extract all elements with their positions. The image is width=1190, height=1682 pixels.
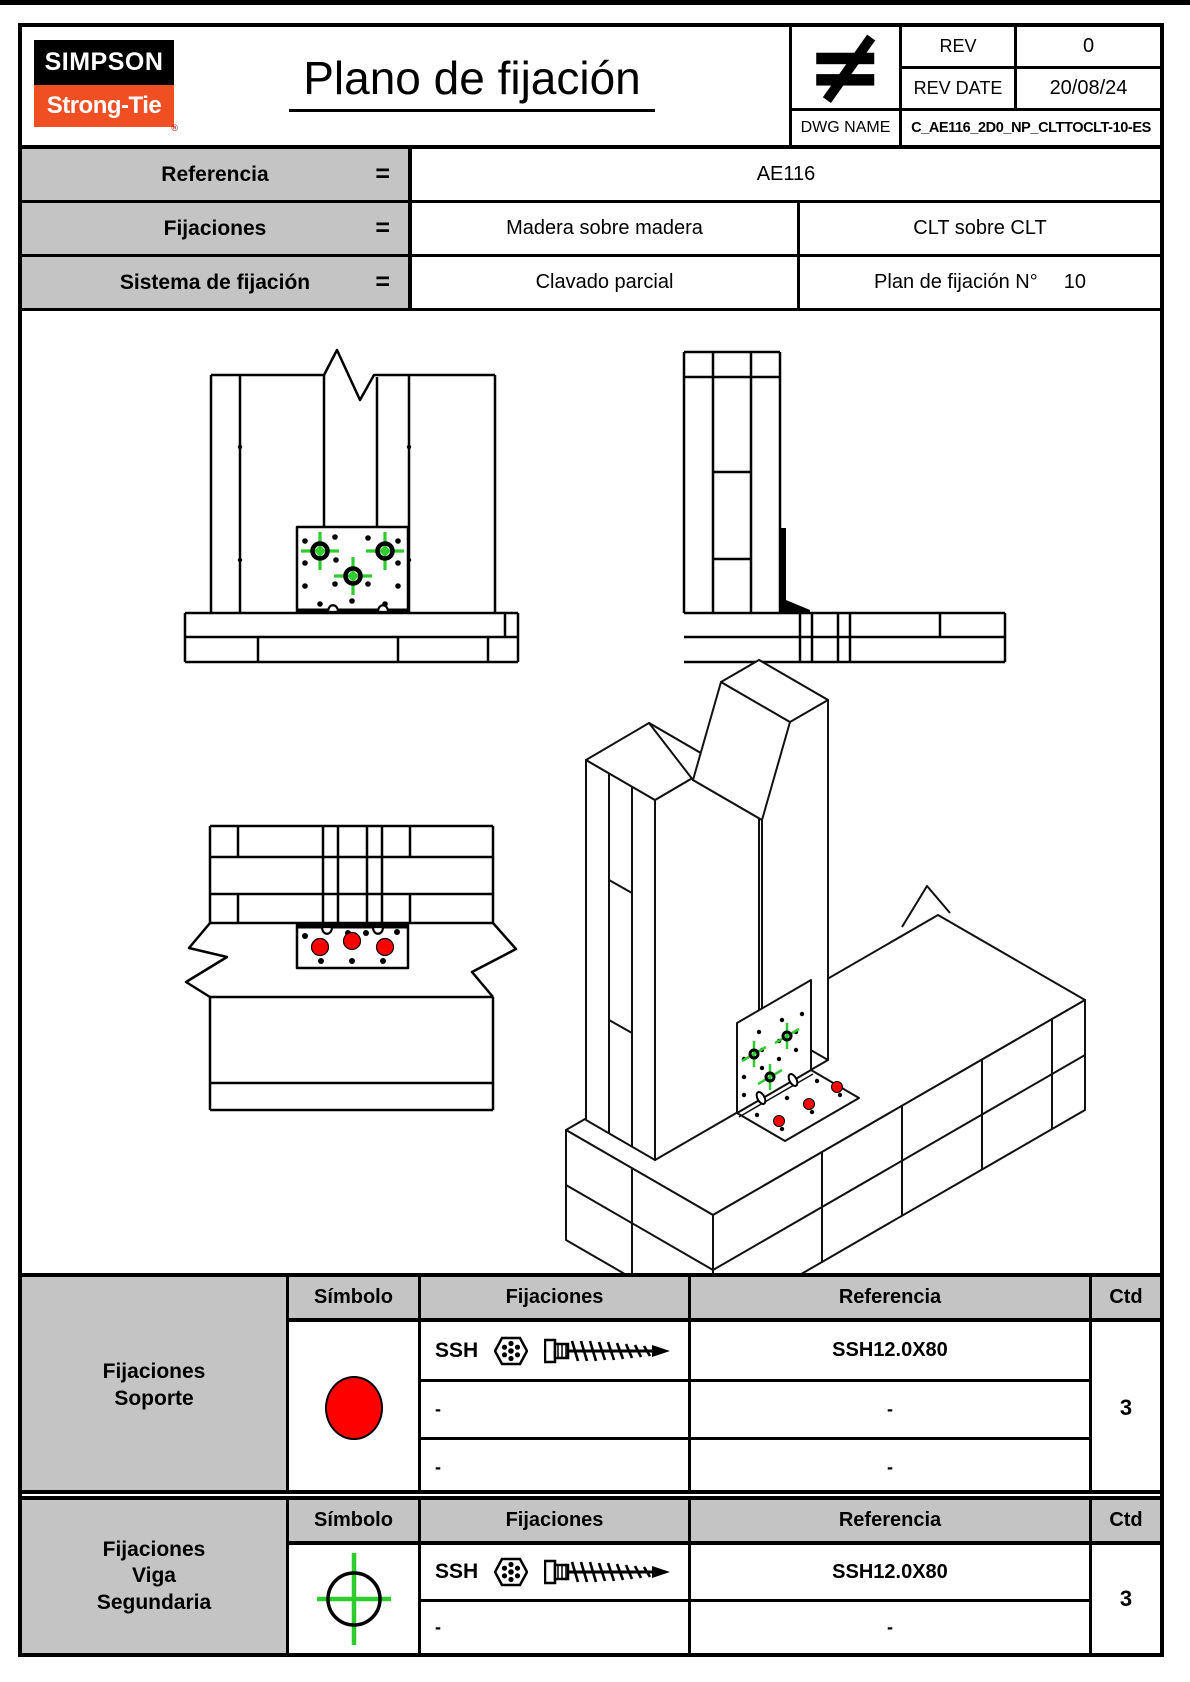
- fixing-label: SSH: [435, 1338, 479, 1362]
- equals-sign: =: [375, 160, 390, 188]
- fijaciones-value-right: CLT sobre CLT: [797, 203, 1160, 254]
- secondary-beam-fixings-table: [22, 1500, 1160, 1653]
- rev-date-value: 20/08/24: [1017, 69, 1160, 111]
- group-label-line: Soporte: [114, 1386, 194, 1410]
- simpson-strongtie-logo: [34, 40, 178, 133]
- equals-sign: =: [375, 214, 390, 242]
- sistema-value-left: Clavado parcial: [535, 271, 674, 293]
- info-row-fijaciones: [22, 203, 1160, 257]
- info-row-referencia: [22, 149, 1160, 203]
- front-view-nail-plate: [297, 527, 408, 612]
- fixing-row-empty: -: [418, 1379, 688, 1437]
- rev-label: REV: [902, 27, 1017, 69]
- col-header-simbolo: Símbolo: [286, 1277, 418, 1322]
- red-circle-support-fixing-icon: [286, 1322, 418, 1494]
- rev-value: 0: [1017, 27, 1160, 69]
- fixing-row: [418, 1545, 688, 1599]
- fixing-row-empty: -: [418, 1437, 688, 1494]
- hex-washer-head-icon: [494, 1555, 528, 1589]
- referencia-label: Referencia: [161, 162, 269, 186]
- fixing-reference: SSH12.0X80: [688, 1545, 1089, 1599]
- info-row-sistema: [22, 257, 1160, 311]
- screw-side-icon: [544, 1334, 672, 1368]
- plan-fijacion-number: 10: [1063, 271, 1086, 293]
- group-label-line: Segundaria: [96, 1590, 212, 1614]
- col-header-ctd: Ctd: [1089, 1277, 1160, 1322]
- fixing-reference-empty: -: [688, 1379, 1089, 1437]
- fixing-reference: SSH12.0X80: [688, 1322, 1089, 1379]
- not-equal-icon: [792, 27, 902, 111]
- drawing-area: [22, 311, 1160, 1273]
- quantity-value: 3: [1089, 1322, 1160, 1494]
- page-top-border: [0, 0, 1190, 5]
- fixing-row: [418, 1322, 688, 1379]
- revision-block: [789, 27, 1160, 145]
- support-fixings-table: [22, 1273, 1160, 1494]
- plan-fijacion-label: Plan de fijación N°: [874, 271, 1038, 293]
- reference-info-table: [22, 149, 1160, 311]
- angle-bracket-profile: [781, 528, 810, 613]
- hex-washer-head-icon: [494, 1334, 528, 1368]
- fixing-reference-empty: -: [688, 1437, 1089, 1494]
- quantity-value: 3: [1089, 1545, 1160, 1653]
- group-label-line: Fijaciones: [102, 1538, 206, 1562]
- col-header-fijaciones: Fijaciones: [418, 1500, 688, 1545]
- front-view-drawing: [185, 350, 518, 662]
- rev-date-label: REV DATE: [902, 69, 1017, 111]
- col-header-referencia: Referencia: [688, 1500, 1089, 1545]
- col-header-ctd: Ctd: [1089, 1500, 1160, 1545]
- group-label-line: Viga: [132, 1564, 176, 1588]
- dwg-name-value: C_AE116_2D0_NP_CLTTOCLT-10-ES: [911, 120, 1151, 136]
- group-label-line: Fijaciones: [102, 1360, 206, 1384]
- green-crosshair-beam-fixing-icon: [286, 1545, 418, 1653]
- col-header-referencia: Referencia: [688, 1277, 1089, 1322]
- logo-strongtie: Strong-Tie: [34, 85, 174, 127]
- registered-trademark: ®: [171, 123, 178, 133]
- col-header-fijaciones: Fijaciones: [418, 1277, 688, 1322]
- equals-sign: =: [375, 268, 390, 296]
- plan-view-plate: [297, 925, 408, 968]
- technical-drawing-views: [22, 320, 1160, 1273]
- page-title: Plano de fijación: [289, 51, 655, 112]
- fijaciones-label: Fijaciones: [163, 216, 267, 240]
- fijaciones-value-left: Madera sobre madera: [506, 217, 703, 239]
- col-header-simbolo: Símbolo: [286, 1500, 418, 1545]
- side-view-drawing: [684, 352, 1005, 662]
- referencia-value: AE116: [756, 163, 816, 185]
- isometric-view-drawing: [566, 660, 1085, 1273]
- fixing-reference-empty: -: [688, 1599, 1089, 1653]
- table-separator: [22, 1490, 1160, 1500]
- title-block: [22, 27, 1160, 149]
- fixing-row-empty: -: [418, 1599, 688, 1653]
- fixing-label: SSH: [435, 1560, 479, 1583]
- dwg-name-label: DWG NAME: [792, 111, 902, 145]
- sheet-frame: [18, 23, 1164, 1657]
- sistema-label: Sistema de fijación: [119, 270, 311, 294]
- logo-simpson: SIMPSON: [34, 40, 174, 85]
- screw-side-icon: [544, 1555, 672, 1589]
